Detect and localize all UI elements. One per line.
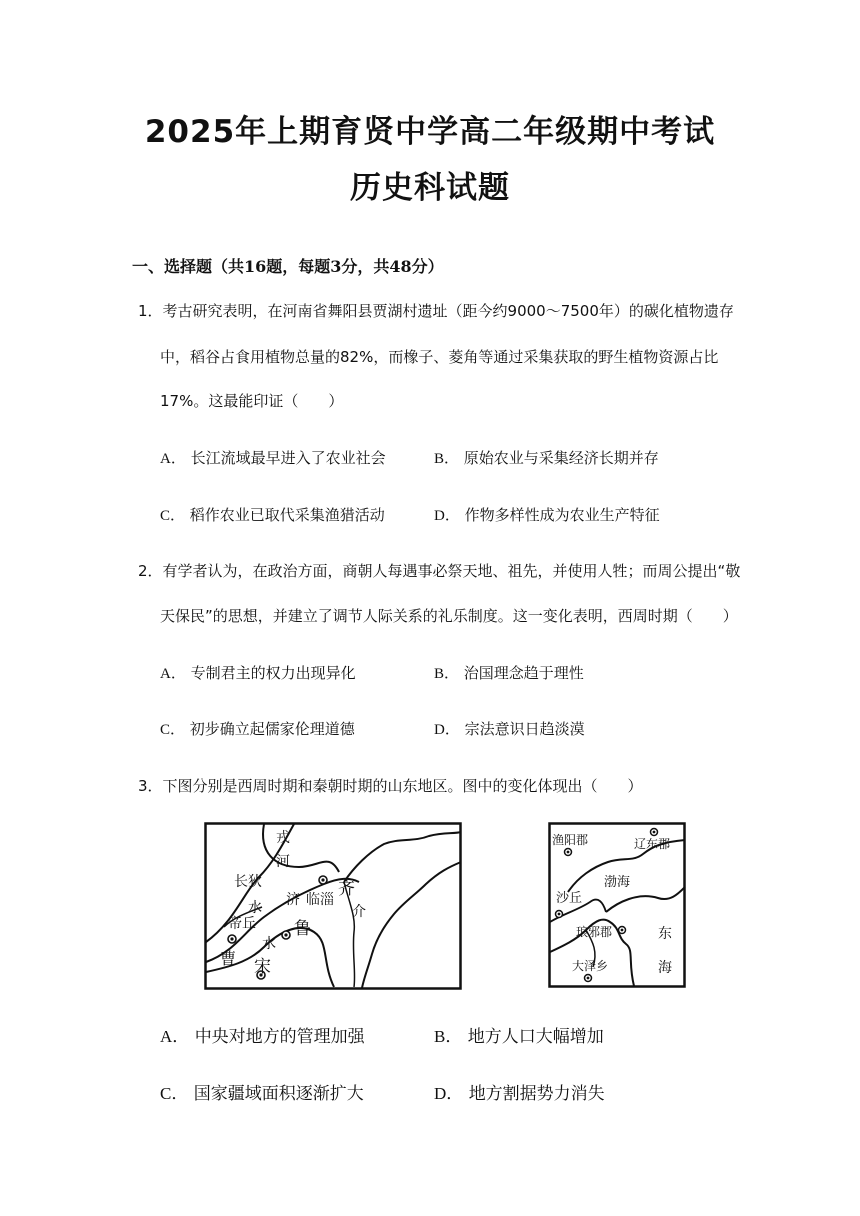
map-qin-dynasty xyxy=(548,822,686,988)
option-3d[interactable] xyxy=(434,1079,605,1104)
map-label: 临淄 xyxy=(306,892,334,908)
option-1c[interactable] xyxy=(160,504,385,525)
option-letter: C． xyxy=(160,722,186,738)
map-label: 帝丘 xyxy=(228,916,256,932)
option-letter: D． xyxy=(434,1084,464,1103)
option-text: 专制君主的权力出现异化 xyxy=(190,664,356,682)
map-label: 济 xyxy=(286,892,300,908)
option-text: 宗法意识日趋淡漠 xyxy=(464,720,585,738)
option-text: 地方割据势力消失 xyxy=(468,1084,605,1104)
map-label: 海 xyxy=(658,960,672,976)
question-1-line-1: 1．考古研究表明，在河南省舞阳县贾湖村遗址（距今约9000～7500年）的碳化植物遗存 xyxy=(138,302,734,320)
option-text: 初步确立起儒家伦理道德 xyxy=(189,720,355,738)
option-2d[interactable] xyxy=(434,718,585,739)
option-1b[interactable] xyxy=(434,447,659,468)
exam-subtitle: 历史科试题 xyxy=(350,170,510,206)
option-3b[interactable] xyxy=(434,1022,604,1047)
option-2a[interactable] xyxy=(160,662,356,683)
option-3c[interactable] xyxy=(160,1079,364,1104)
option-letter: A． xyxy=(160,666,186,682)
option-3a[interactable] xyxy=(160,1022,365,1047)
option-letter: D． xyxy=(434,508,460,524)
map-label: 曹 xyxy=(220,949,237,968)
option-letter: B． xyxy=(434,1027,463,1046)
question-2-line-2: 天保民”的思想，并建立了调节人际关系的礼乐制度。这一变化表明，西周时期（ ） xyxy=(160,607,738,625)
map-label: 大泽乡 xyxy=(572,959,609,973)
map-label: 东 xyxy=(658,926,672,942)
option-text: 长江流域最早进入了农业社会 xyxy=(190,449,386,467)
question-2-line-1: 2．有学者认为，在政治方面，商朝人每遇事必祭天地、祖先，并使用人牲；而周公提出“敬 xyxy=(138,562,741,580)
map-label: 戎 xyxy=(276,830,290,846)
map-label: 介 xyxy=(352,904,366,920)
map-label: 水 xyxy=(248,900,262,916)
option-letter: B． xyxy=(434,666,460,682)
option-text: 国家疆域面积逐渐扩大 xyxy=(193,1084,364,1104)
option-text: 治国理念趋于理性 xyxy=(463,664,584,682)
question-1-line-3: 17%。这最能印证（ ） xyxy=(160,392,344,410)
option-1a[interactable] xyxy=(160,447,386,468)
map-label: 宋 xyxy=(254,957,271,977)
question-3-line-1: 3．下图分别是西周时期和秦朝时期的山东地区。图中的变化体现出（ ） xyxy=(138,777,643,795)
option-letter: C． xyxy=(160,508,186,524)
option-text: 中央对地方的管理加强 xyxy=(194,1027,365,1047)
option-1d[interactable] xyxy=(434,504,660,525)
map-label: 辽东郡 xyxy=(634,837,671,851)
map-label: 水 xyxy=(262,936,276,952)
option-text: 原始农业与采集经济长期并存 xyxy=(463,449,659,467)
option-text: 稻作农业已取代采集渔猎活动 xyxy=(189,506,385,524)
map-label: 渤海 xyxy=(604,875,631,890)
map-western-zhou xyxy=(204,822,462,990)
exam-title: 2025年上期育贤中学高二年级期中考试 xyxy=(144,114,716,150)
option-letter: B． xyxy=(434,451,460,467)
option-letter: A． xyxy=(160,451,186,467)
map-label: 鲁 xyxy=(294,919,311,939)
option-2b[interactable] xyxy=(434,662,584,683)
map-label: 琅邪郡 xyxy=(576,925,613,939)
section-heading: 一、选择题（共16题，每题3分，共48分） xyxy=(132,257,444,276)
option-2c[interactable] xyxy=(160,718,355,739)
map-label: 河 xyxy=(276,854,290,870)
map-label: 长狄 xyxy=(234,874,262,890)
map-label: 渔阳郡 xyxy=(552,833,589,847)
option-letter: A． xyxy=(160,1027,190,1046)
map-label: 沙丘 xyxy=(556,891,583,906)
option-text: 作物多样性成为农业生产特征 xyxy=(464,506,660,524)
option-letter: D． xyxy=(434,722,460,738)
question-1-line-2: 中，稻谷占食用植物总量的82%，而橡子、菱角等通过采集获取的野生植物资源占比 xyxy=(160,348,719,366)
option-text: 地方人口大幅增加 xyxy=(467,1027,604,1047)
map-label: 齐 xyxy=(338,879,355,899)
option-letter: C． xyxy=(160,1084,189,1103)
